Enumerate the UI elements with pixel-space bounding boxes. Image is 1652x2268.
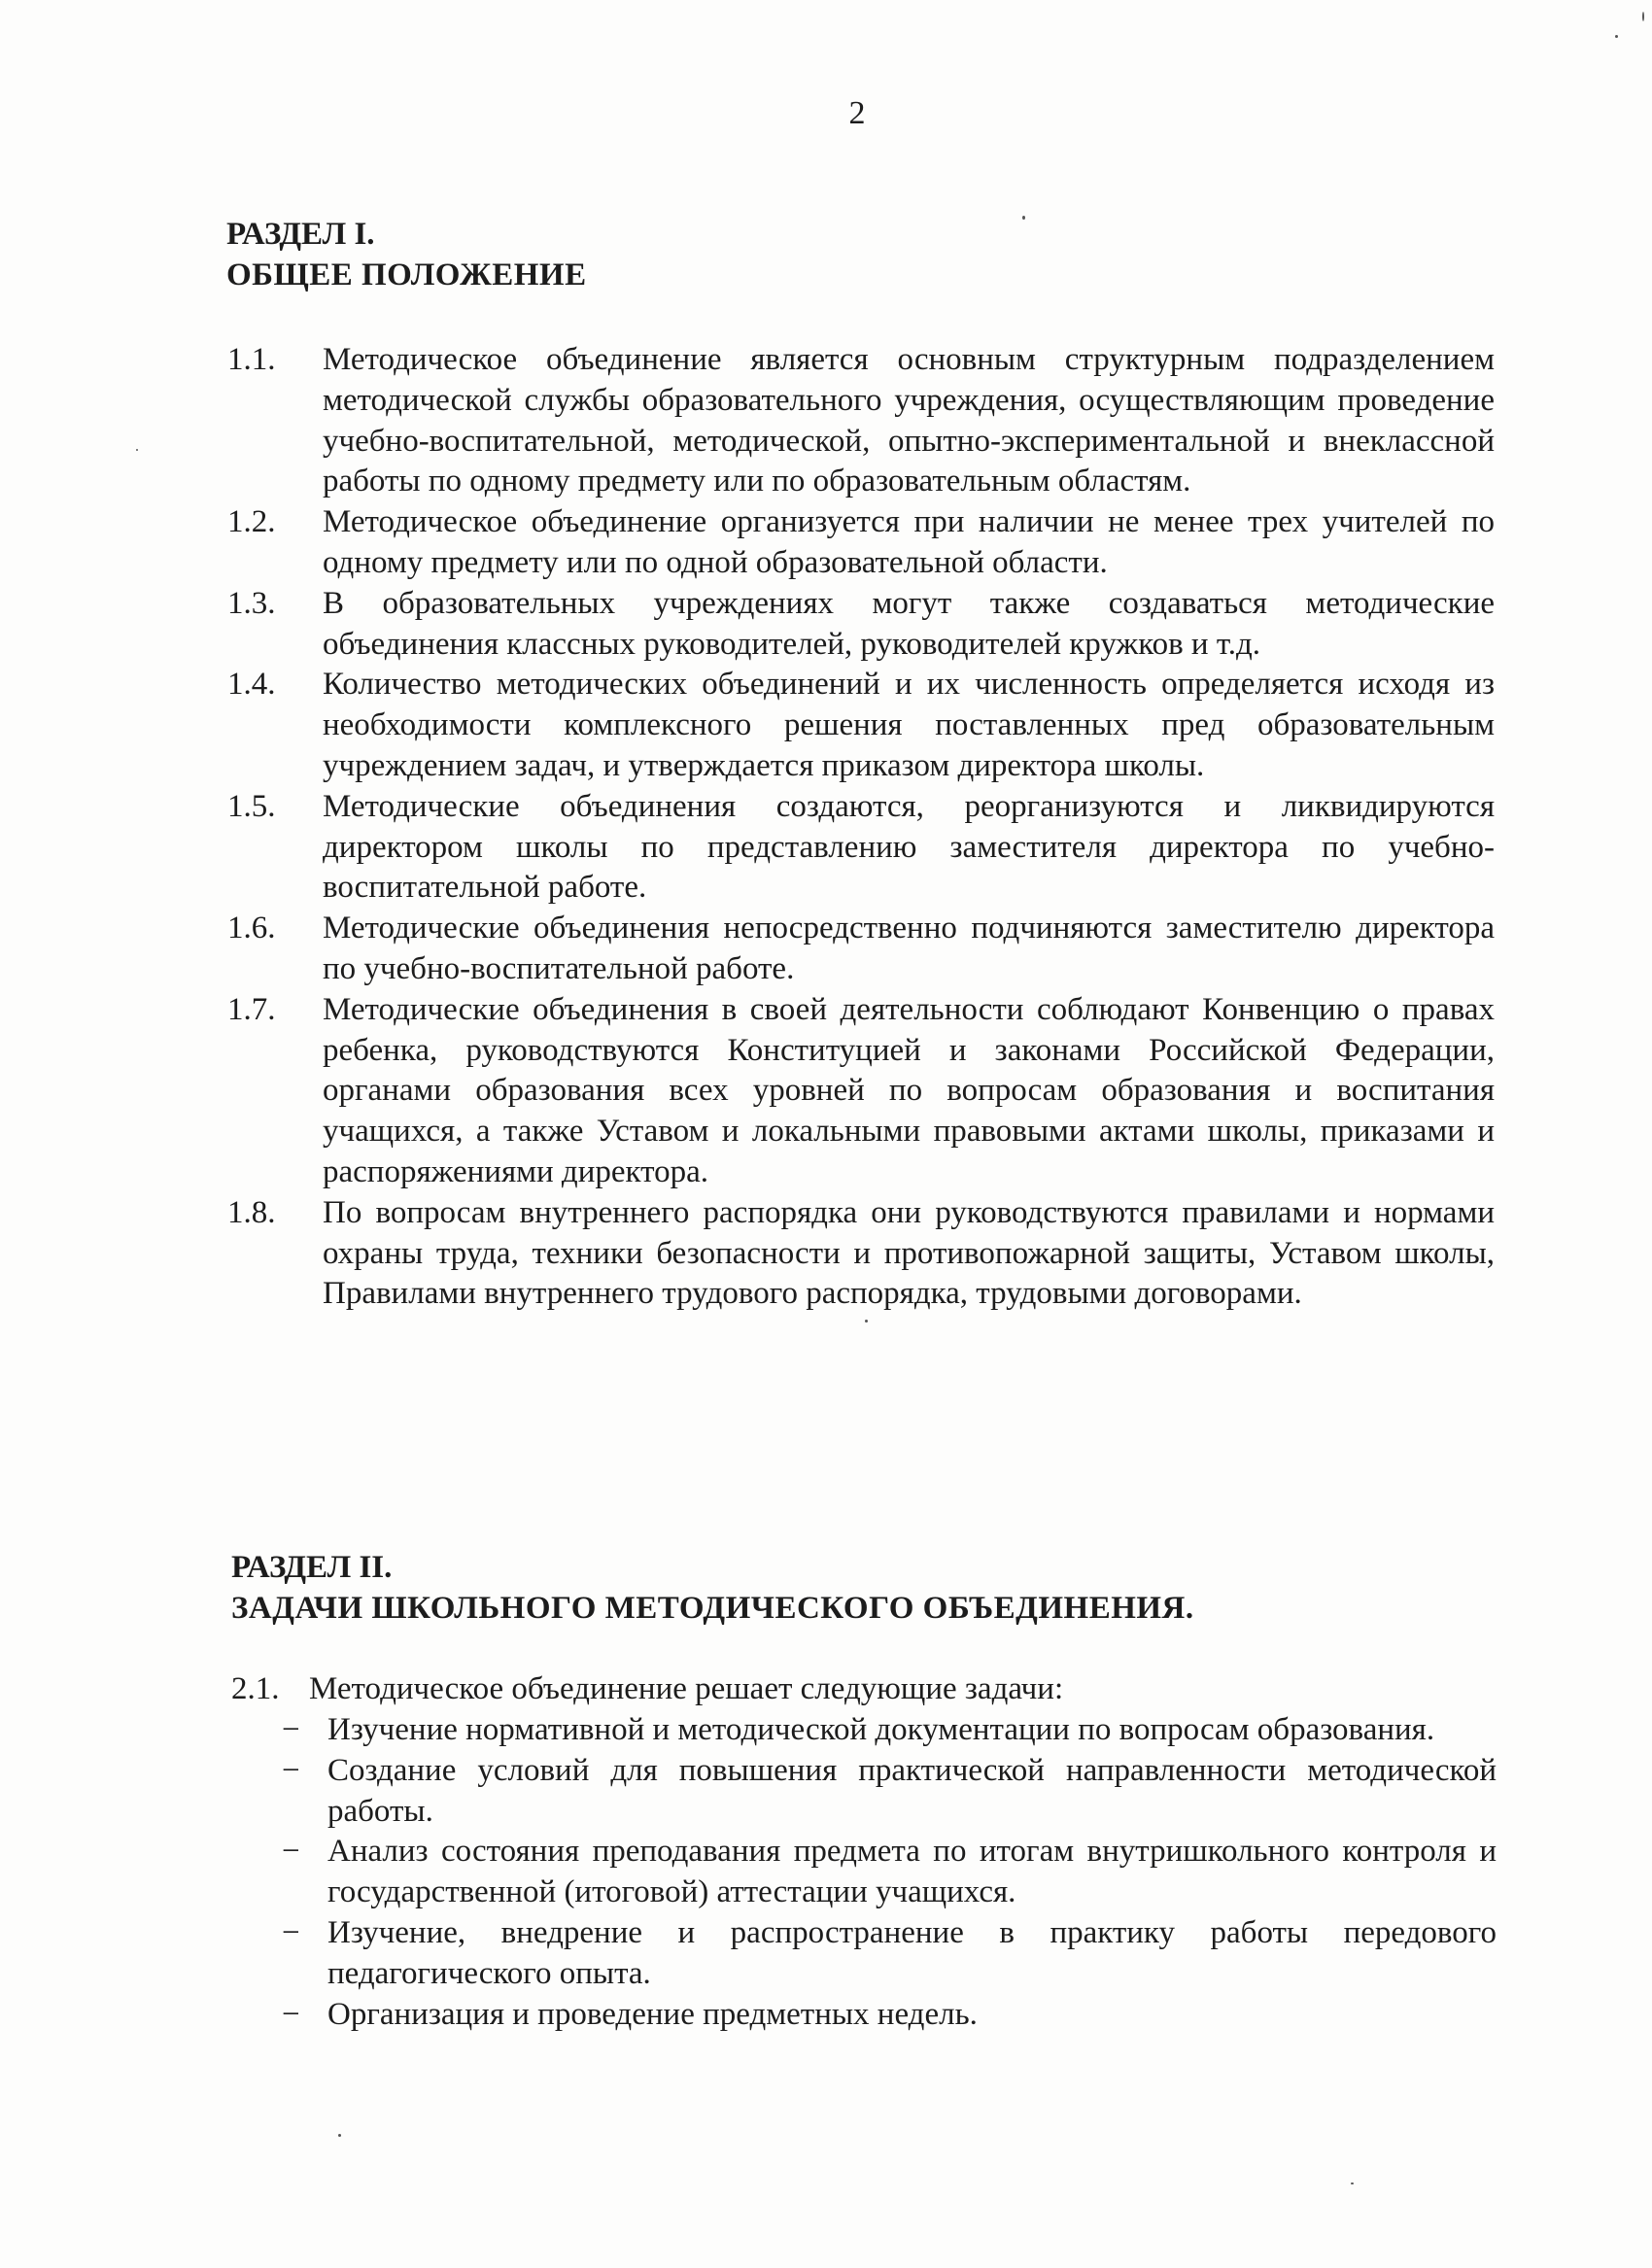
bullet-dash: − bbox=[282, 1914, 300, 1950]
scan-speck bbox=[338, 2134, 341, 2137]
list-item bbox=[282, 1832, 1497, 1913]
list-item bbox=[282, 1995, 1497, 2036]
scan-speck bbox=[1642, 12, 1644, 21]
bullet-dash: − bbox=[282, 1834, 300, 1870]
list-item bbox=[227, 787, 1495, 909]
item-number: 1.1. bbox=[227, 342, 276, 377]
item-number: 1.6. bbox=[227, 911, 276, 946]
list-item bbox=[227, 1193, 1495, 1315]
item-text: Методические объединения в своей деятельности соблюдают Конвенцию о правах ребенка, руководствуются Конституцией и законами Российской Федерации, органами образования всех уровней по вопросам образования и воспитания учащихся, а также Уставом и локальными правовыми актами школы, приказами и распоряжениями директора. bbox=[323, 991, 1495, 1189]
list-item bbox=[282, 1913, 1497, 1995]
section2-intro bbox=[231, 1669, 1495, 1710]
item-text: По вопросам внутреннего распорядка они руководствуются правилами и нормами охраны труда, техники безопасности и противопожарной защиты, Уставом школы, Правилами внутреннего трудового распорядка, трудовыми договорами. bbox=[323, 1194, 1495, 1312]
intro-text: Методическое объединение решает следующие задачи: bbox=[309, 1671, 1064, 1706]
list-item bbox=[227, 665, 1495, 786]
scan-speck bbox=[1351, 2182, 1354, 2184]
section1-heading bbox=[226, 214, 1490, 295]
item-text: В образовательных учреждениях могут также создаваться методические объединения классных руководителей, руководителей кружков и т.д. bbox=[323, 585, 1495, 662]
item-number: 1.2. bbox=[227, 504, 276, 540]
section2-heading bbox=[231, 1547, 1495, 1629]
list-item bbox=[227, 990, 1495, 1193]
tasks-list bbox=[282, 1710, 1497, 2035]
scan-speck bbox=[1022, 216, 1025, 220]
list-item bbox=[227, 584, 1495, 666]
item-number: 1.8. bbox=[227, 1194, 276, 1230]
page-number: 2 bbox=[848, 95, 866, 131]
item-number: 1.5. bbox=[227, 788, 276, 824]
item-text: Методическое объединение является основным структурным подразделением методической службы образовательного учреждения, осуществляющим проведение учебно-воспитательной, методической, опытно-экспериментальной и внеклассной работы по одному предмету или по образовательным областям. bbox=[323, 342, 1495, 499]
scan-speck bbox=[1615, 35, 1618, 38]
item-number: 1.7. bbox=[227, 991, 276, 1027]
bullet-dash: − bbox=[282, 1712, 300, 1747]
task-text: Создание условий для повышения практической направленности методической работы. bbox=[327, 1752, 1497, 1829]
bullet-dash: − bbox=[282, 1752, 300, 1788]
list-item bbox=[227, 909, 1495, 990]
section2-label: РАЗДЕЛ II. bbox=[231, 1550, 393, 1585]
section1-label: РАЗДЕЛ I. bbox=[226, 217, 375, 252]
section2-title: ЗАДАЧИ ШКОЛЬНОГО МЕТОДИЧЕСКОГО ОБЪЕДИНЕНИЯ. bbox=[231, 1591, 1194, 1626]
task-text: Изучение, внедрение и распространение в практику работы передового педагогического опыта. bbox=[327, 1914, 1497, 1991]
item-number: 1.4. bbox=[227, 667, 276, 703]
list-item bbox=[227, 340, 1495, 502]
scan-speck bbox=[136, 449, 138, 451]
bullet-dash: − bbox=[282, 1996, 300, 2032]
list-item bbox=[282, 1751, 1497, 1833]
item-text: Методическое объединение организуется при наличии не менее трех учителей по одному предмету или по одной образовательной области. bbox=[323, 504, 1495, 580]
item-text: Количество методических объединений и их численность определяется исходя из необходимости комплексного решения поставленных пред образовательным учреждением задач, и утверждается приказом директора школы. bbox=[323, 667, 1495, 783]
task-text: Анализ состояния преподавания предмета по итогам внутришкольного контроля и государственной (итоговой) аттестации учащихся. bbox=[327, 1834, 1497, 1910]
item-text: Методические объединения создаются, реорганизуются и ликвидируются директором школы по представлению заместителя директора по учебно-воспитательной работе. bbox=[323, 788, 1495, 906]
list-item bbox=[227, 502, 1495, 584]
scan-speck bbox=[865, 1320, 868, 1323]
task-text: Изучение нормативной и методической документации по вопросам образования. bbox=[327, 1712, 1435, 1747]
item-text: Методические объединения непосредственно подчиняются заместителю директора по учебно-воспитательной работе. bbox=[323, 911, 1495, 986]
list-item bbox=[282, 1710, 1497, 1751]
section1-title: ОБЩЕЕ ПОЛОЖЕНИЕ bbox=[226, 258, 587, 292]
task-text: Организация и проведение предметных недель. bbox=[327, 1996, 978, 2032]
item-number: 1.3. bbox=[227, 585, 276, 621]
section1-list bbox=[227, 340, 1495, 1315]
intro-number: 2.1. bbox=[231, 1671, 280, 1706]
